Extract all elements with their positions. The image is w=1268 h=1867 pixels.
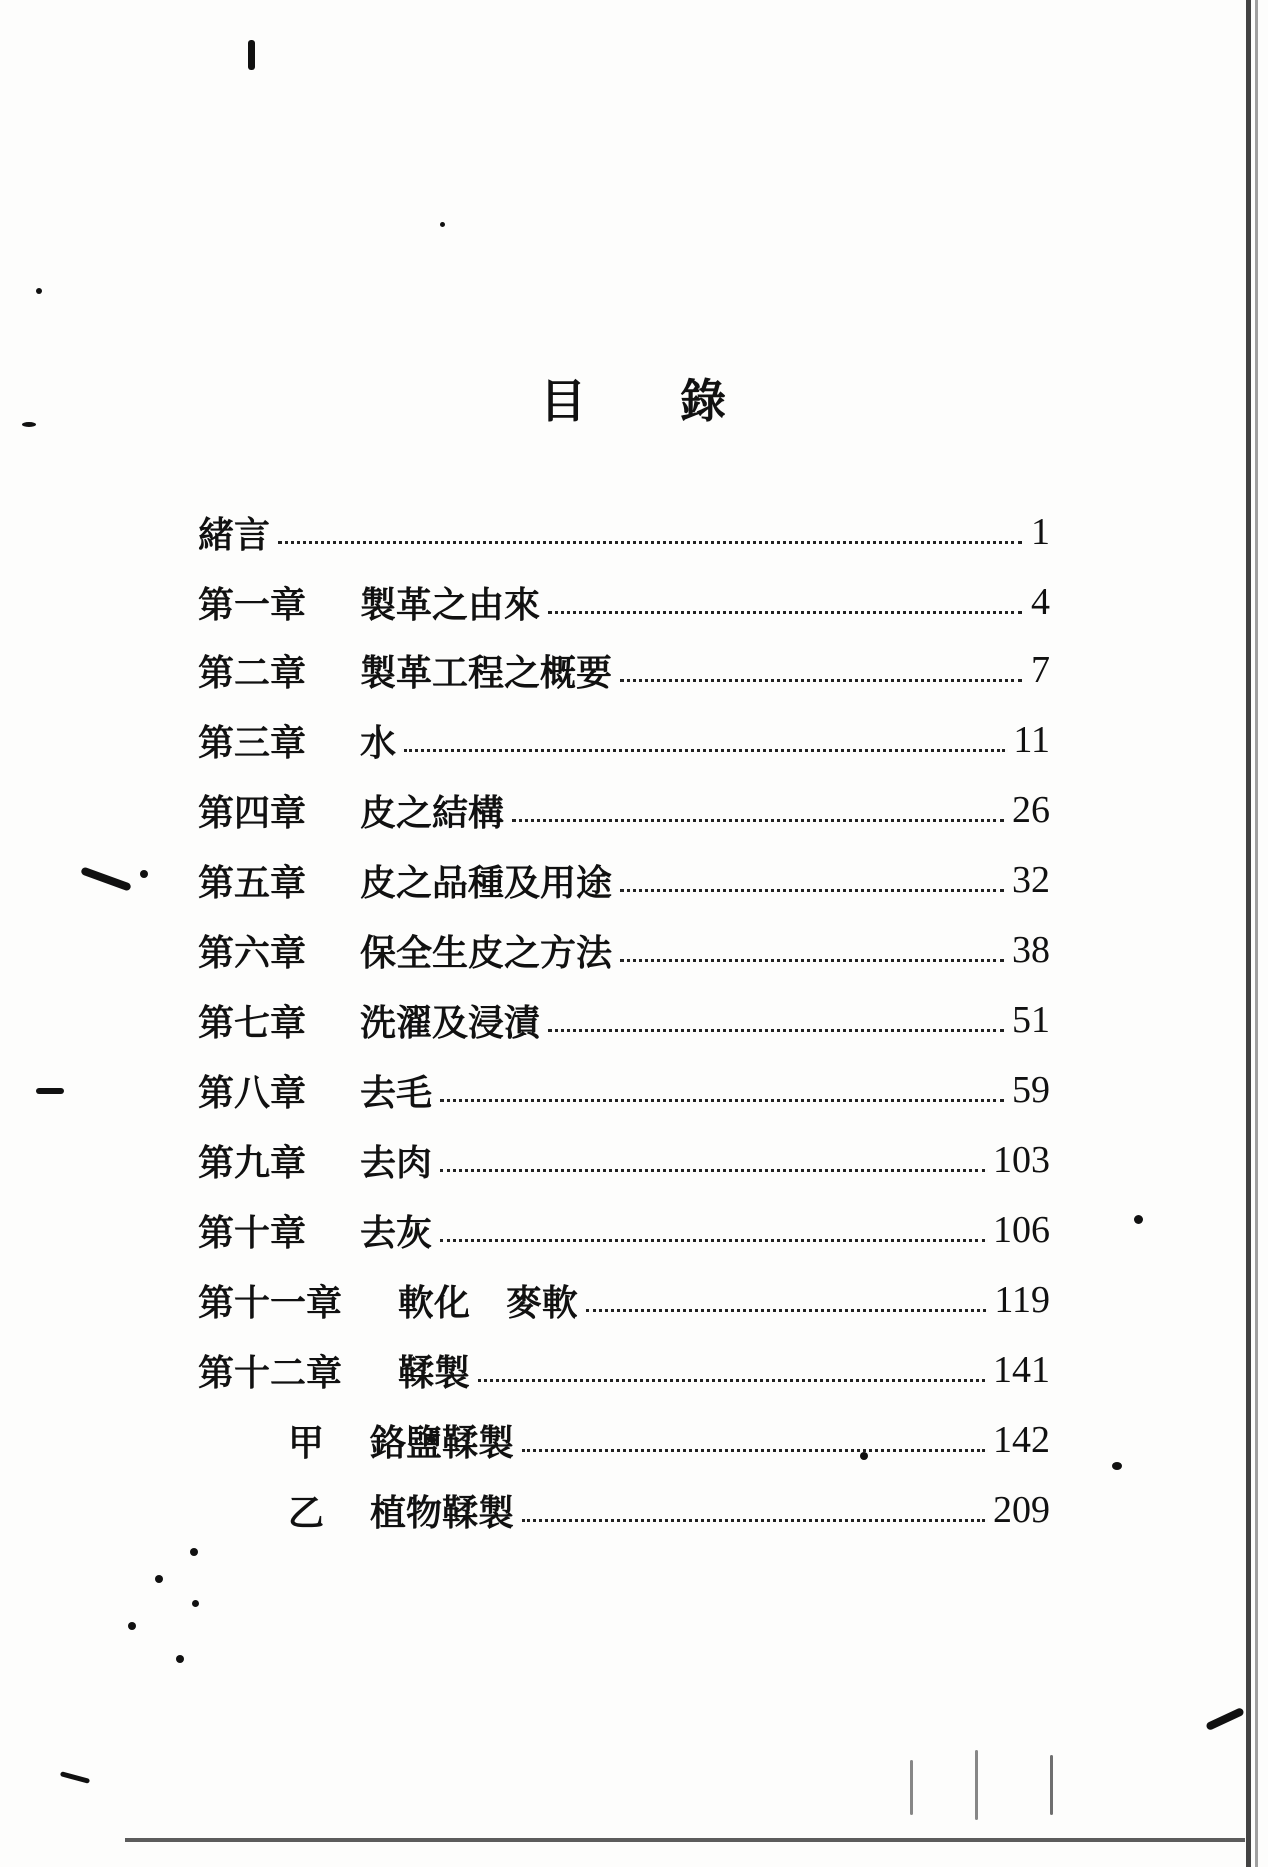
toc-sub-row: [288, 1485, 1050, 1535]
page-edge-bottom: [125, 1838, 1245, 1842]
page-number: 51: [1012, 999, 1050, 1041]
chapter-number: 第十二章: [198, 1351, 343, 1394]
entry-title: 洗濯及浸漬: [360, 1001, 541, 1044]
entry-title: 製革工程之概要: [360, 651, 613, 694]
page-number: 59: [1012, 1069, 1050, 1111]
page-number: 142: [993, 1419, 1050, 1461]
chapter-number: 第三章: [198, 721, 307, 764]
chapter-number: 第十一章: [198, 1281, 343, 1324]
entry-title: 水: [360, 721, 397, 764]
scan-speck: [190, 1548, 198, 1556]
toc-title-char-2: 錄: [680, 374, 728, 428]
entry-title: 保全生皮之方法: [360, 931, 613, 974]
scan-speck: [22, 422, 36, 427]
toc-row: [198, 507, 1050, 557]
chapter-number: 第一章: [198, 583, 307, 626]
scan-speck: [1050, 1755, 1053, 1815]
page-number: 4: [1031, 581, 1050, 623]
entry-title: 鞣製: [398, 1351, 471, 1394]
toc-row: [198, 1065, 1050, 1115]
page-number: 106: [993, 1209, 1050, 1251]
scan-speck: [176, 1655, 184, 1663]
page-number: 119: [994, 1279, 1050, 1321]
chapter-number: 第六章: [198, 931, 307, 974]
page-number: 1: [1031, 511, 1050, 553]
page-number: 7: [1031, 649, 1050, 691]
entry-title: 植物鞣製: [370, 1491, 515, 1534]
toc-row: [198, 995, 1050, 1045]
dot-leader: [512, 819, 1004, 822]
page-number: 141: [993, 1349, 1050, 1391]
toc-sub-row: [288, 1415, 1050, 1465]
chapter-number: 第五章: [198, 861, 307, 904]
toc-row: [198, 1345, 1050, 1395]
toc-row: [198, 855, 1050, 905]
scan-speck: [36, 288, 42, 294]
chapter-number: 第四章: [198, 791, 307, 834]
page-number: 103: [993, 1139, 1050, 1181]
scan-speck: [140, 870, 148, 878]
chapter-number: 第八章: [198, 1071, 307, 1114]
dot-leader: [440, 1169, 985, 1172]
scan-speck: [860, 1452, 868, 1460]
scan-speck: [155, 1575, 163, 1583]
dot-leader: [440, 1239, 985, 1242]
toc-row: [198, 645, 1050, 695]
dot-leader: [404, 749, 1005, 752]
page-number: 38: [1012, 929, 1050, 971]
chapter-number: 第九章: [198, 1141, 307, 1184]
page-edge-right-shadow: [1255, 0, 1258, 1867]
scan-speck: [440, 222, 445, 227]
entry-title: 皮之結構: [360, 791, 505, 834]
dot-leader: [522, 1519, 985, 1522]
scan-speck: [128, 1622, 136, 1630]
chapter-number: 第十章: [198, 1211, 307, 1254]
entry-title: 製革之由來: [360, 583, 541, 626]
dot-leader: [548, 1029, 1004, 1032]
chapter-number: 第七章: [198, 1001, 307, 1044]
toc-title: [0, 365, 1268, 431]
entry-title: 去灰: [360, 1211, 433, 1254]
toc-row: [198, 785, 1050, 835]
page-number: 11: [1013, 719, 1050, 761]
toc-row: [198, 925, 1050, 975]
scan-speck: [60, 1771, 90, 1784]
dot-leader: [586, 1309, 986, 1312]
dot-leader: [478, 1379, 985, 1382]
chapter-number: 第二章: [198, 651, 307, 694]
entry-title: 皮之品種及用途: [360, 861, 613, 904]
toc-row: [198, 715, 1050, 765]
scan-speck: [80, 866, 132, 891]
scan-speck: [192, 1600, 199, 1607]
entry-title: 去肉: [360, 1141, 433, 1184]
entry-title: 去毛: [360, 1071, 433, 1114]
page-number: 209: [993, 1489, 1050, 1531]
toc-row: [198, 1135, 1050, 1185]
scan-speck: [1112, 1462, 1122, 1470]
toc-row: [198, 1275, 1050, 1325]
page-edge-right: [1246, 0, 1251, 1867]
scan-speck: [910, 1760, 913, 1815]
dot-leader: [278, 541, 1022, 544]
scan-speck: [1205, 1707, 1245, 1731]
dot-leader: [620, 679, 1022, 682]
dot-leader: [620, 889, 1004, 892]
dot-leader: [440, 1099, 1004, 1102]
section-mark: 乙: [288, 1491, 325, 1534]
dot-leader: [522, 1449, 985, 1452]
entry-title: 軟化 麥軟: [398, 1281, 579, 1324]
scan-speck: [248, 40, 255, 70]
scan-speck: [975, 1750, 978, 1820]
scan-speck: [1134, 1215, 1143, 1224]
toc-title-char-1: 目: [540, 374, 588, 428]
entry-title: 鉻鹽鞣製: [370, 1421, 515, 1464]
dot-leader: [620, 959, 1004, 962]
toc-row: [198, 577, 1050, 627]
toc-row: [198, 1205, 1050, 1255]
section-mark: 甲: [288, 1421, 325, 1464]
dot-leader: [548, 611, 1022, 614]
entry-title: 緒言: [198, 513, 271, 556]
page-number: 32: [1012, 859, 1050, 901]
scan-speck: [36, 1088, 64, 1094]
page-number: 26: [1012, 789, 1050, 831]
